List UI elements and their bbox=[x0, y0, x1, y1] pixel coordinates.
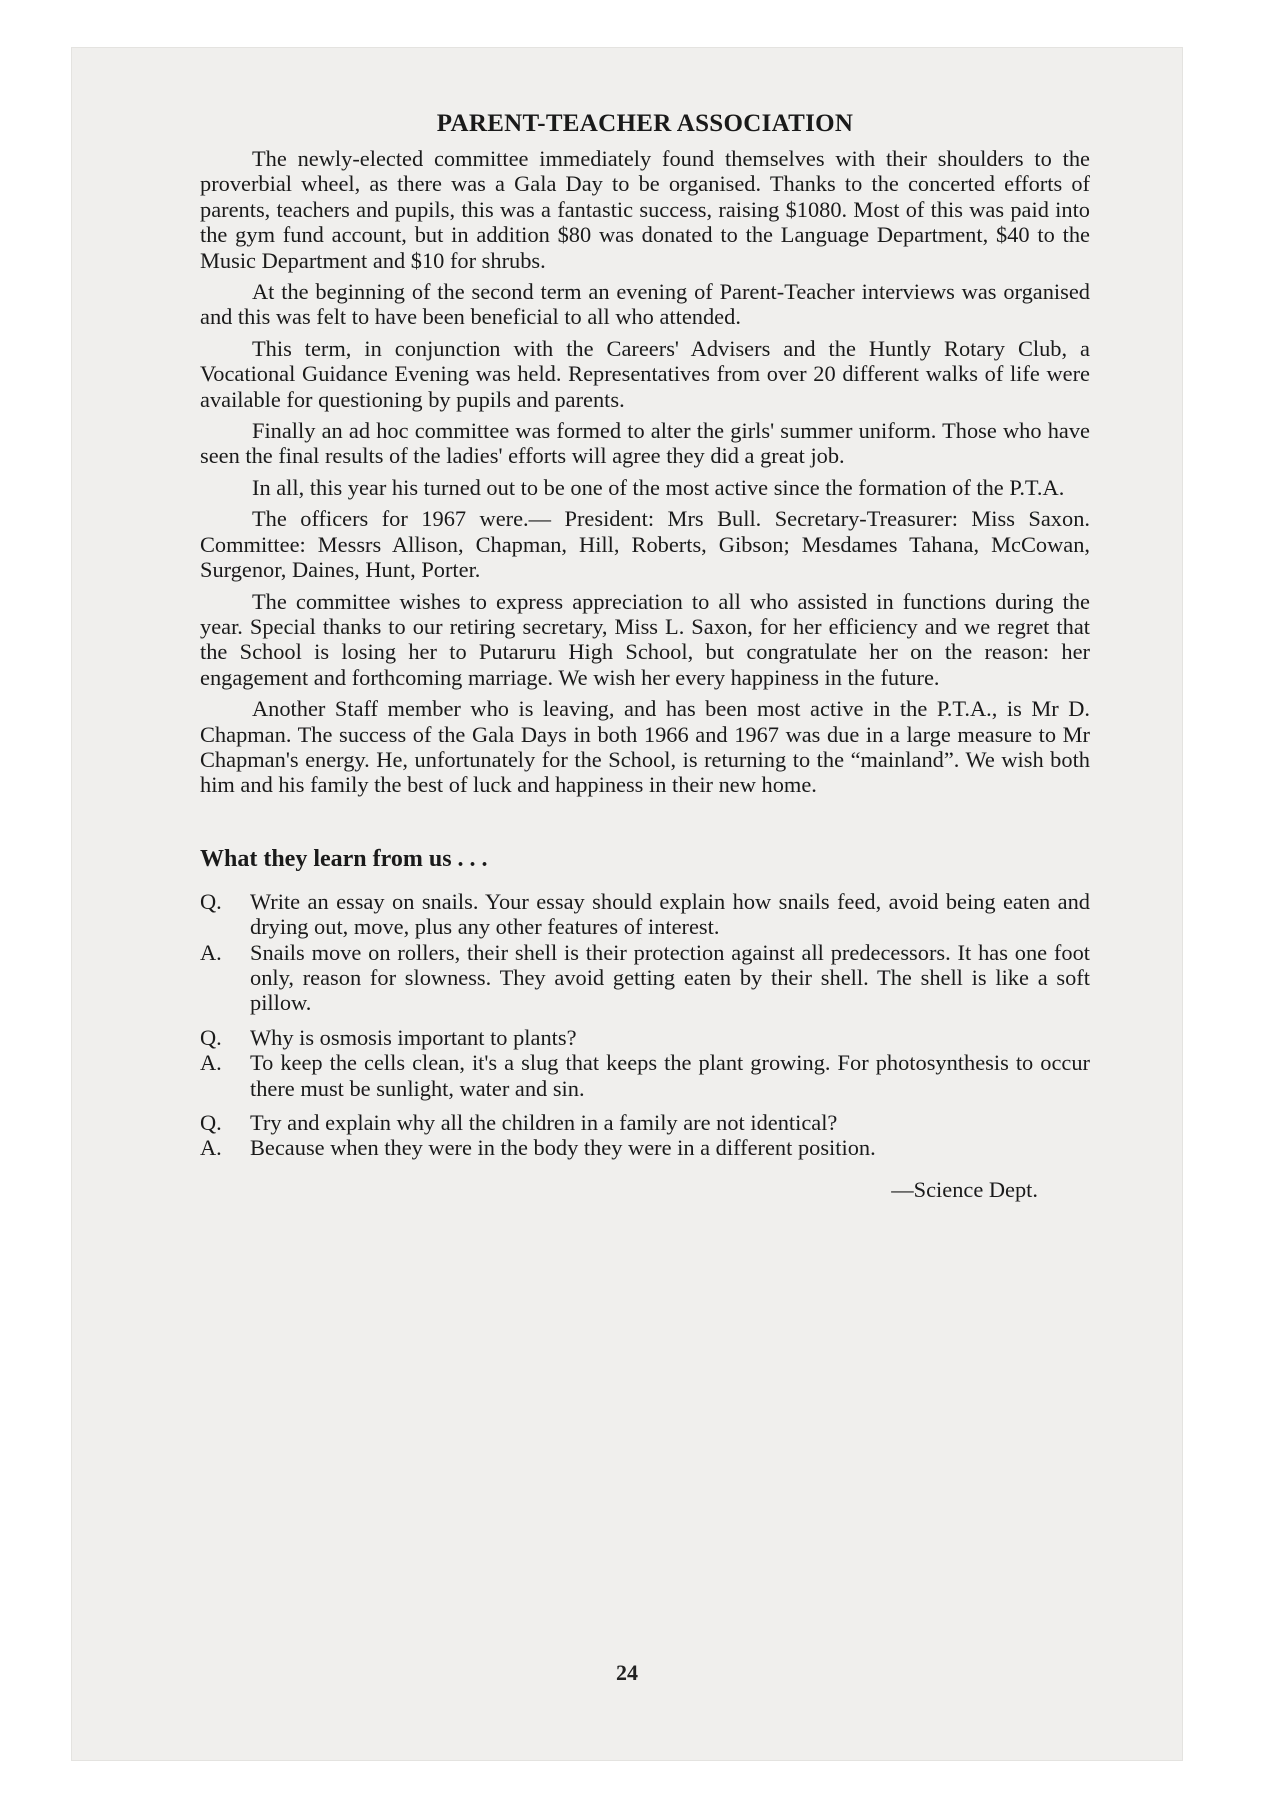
answer-text: Because when they were in the body they were in a different position. bbox=[250, 1135, 876, 1161]
paragraph: The newly-elected committee immediately found themselves with their shoulders to the proverbial wheel, as there was a Gala Day to be organised. Thanks to the concerted efforts of parents, teachers and pupils, this was a fantastic success, raising $1080. Most of this was paid into the gym fund account, but in addition $80 was donated to the Language Department, $40 to the Music Department and $10 for shrubs. bbox=[200, 146, 1090, 273]
question-label: Q. bbox=[200, 1024, 222, 1050]
signature: —Science Dept. bbox=[891, 1176, 1038, 1202]
paragraph: At the beginning of the second term an evening of Parent-Teacher interviews was organised and this was felt to have been beneficial to all who attended. bbox=[200, 279, 1090, 330]
question-text: Try and explain why all the children in a family are not identical? bbox=[250, 1110, 838, 1135]
answer-text: Snails move on rollers, their shell is their protection against all predecessors. It has one foot only, reason for slowness. They avoid getting eaten by their shell. The shell is like a soft pillow. bbox=[250, 939, 1090, 1016]
paragraph: Finally an ad hoc committee was formed to alter the girls' summer uniform. Those who have seen the final results of the ladies' efforts will agree they did a great job. bbox=[200, 418, 1090, 469]
page-number: 24 bbox=[616, 1660, 638, 1685]
question bbox=[200, 889, 1090, 940]
paragraph: In all, this year his turned out to be one of the most active since the formation of the P.T.A. bbox=[252, 474, 1065, 500]
answer bbox=[200, 940, 1090, 1016]
page-title: PARENT-TEACHER ASSOCIATION bbox=[436, 110, 854, 137]
page-content bbox=[200, 110, 1090, 1203]
answer-label: A. bbox=[200, 939, 222, 965]
paragraph: This term, in conjunction with the Careers' Advisers and the Huntly Rotary Club, a Vocational Guidance Evening was held. Representatives from over 20 different walks of life were available for questioning by pupils and parents. bbox=[200, 335, 1090, 412]
question-label: Q. bbox=[200, 888, 222, 914]
paragraph: Another Staff member who is leaving, and has been most active in the P.T.A., is Mr D. Chapman. The success of the Gala Days in both 1966 and 1967 was due in a large measure to Mr Chapman's energy. He, unfortunately for the School, is returning to the “mainland”. We wish both him and his family the best of luck and happiness in their new home. bbox=[200, 696, 1090, 798]
question bbox=[200, 1025, 1090, 1050]
question-text: Write an essay on snails. Your essay should explain how snails feed, avoid being eaten and drying out, move, plus any other features of interest. bbox=[250, 888, 1090, 940]
answer bbox=[200, 1050, 1090, 1101]
answer-text: To keep the cells clean, it's a slug that keeps the plant growing. For photosynthesis to occur there must be sunlight, water and sin. bbox=[250, 1050, 1090, 1101]
answer-label: A. bbox=[200, 1050, 222, 1076]
paragraph: The committee wishes to express appreciation to all who assisted in functions during the year. Special thanks to our retiring secretary, Miss L. Saxon, for her efficiency and we regret that the School is losing her to Putaruru High School, but congratulate her on the reason: her engagement and forthcoming marriage. We wish her every happiness in the future. bbox=[200, 588, 1090, 690]
section-heading: What they learn from us . . . bbox=[200, 845, 488, 872]
question-text: Why is osmosis important to plants? bbox=[250, 1024, 577, 1050]
answer bbox=[200, 1135, 1090, 1160]
question bbox=[200, 1110, 1090, 1135]
paragraph: The officers for 1967 were.— President: Mrs Bull. Secretary-Treasurer: Miss Saxon. Committee: Messrs Allison, Chapman, Hill, Roberts, Gibson; Mesdames Tahana, McCowan, Surgenor, Daines, Hunt, Porter. bbox=[200, 506, 1090, 583]
question-label: Q. bbox=[200, 1110, 222, 1135]
answer-label: A. bbox=[200, 1135, 222, 1161]
document-page bbox=[72, 48, 1182, 1760]
